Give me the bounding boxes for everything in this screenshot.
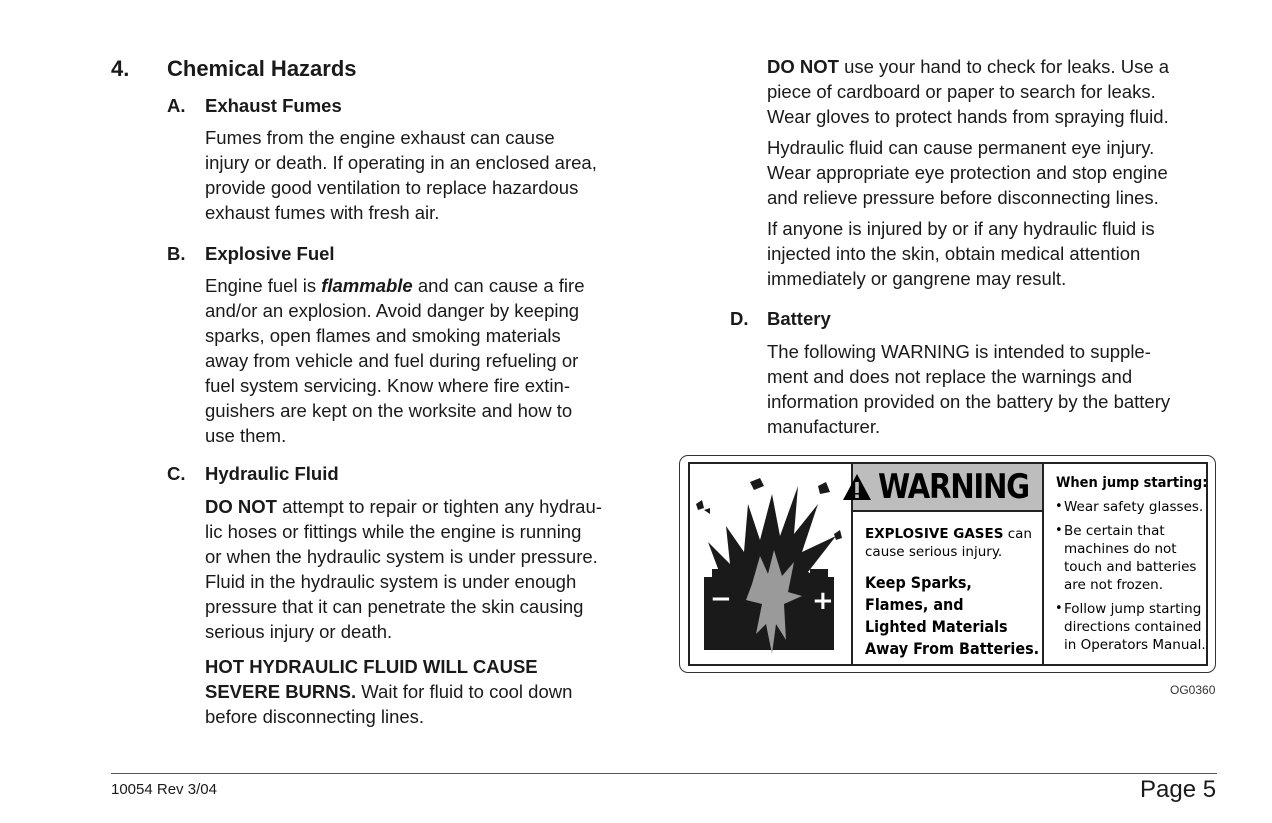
- body-line: fuel system servicing. Know where fire extin-: [205, 375, 570, 396]
- body-line: provide good ventilation to replace hazardous: [205, 177, 579, 198]
- footer-divider: [111, 773, 1217, 774]
- subsection-d-body: [767, 339, 1170, 439]
- body-line: Engine fuel is flammable and can cause a fire: [205, 275, 585, 296]
- body-line: Fumes from the engine exhaust can cause: [205, 127, 555, 148]
- explosive-gases-text: EXPLOSIVE GASES can cause serious injury.: [865, 526, 1032, 560]
- warning-banner: [853, 464, 1042, 512]
- body-line: HOT HYDRAULIC FLUID WILL CAUSE: [205, 656, 538, 677]
- emphasis-flammable: flammable: [321, 275, 413, 296]
- body-line: DO NOT attempt to repair or tighten any hydrau-: [205, 496, 602, 517]
- body-line: exhaust fumes with fresh air.: [205, 202, 440, 223]
- subsection-c-letter: C.: [167, 463, 186, 484]
- body-line: injected into the skin, obtain medical attention: [767, 243, 1141, 264]
- injection-paragraph: [767, 216, 1155, 291]
- body-line: guishers are kept on the worksite and how to: [205, 400, 573, 421]
- subsection-b-letter: B.: [167, 243, 186, 264]
- body-line: serious injury or death.: [205, 621, 393, 642]
- body-line: Wear appropriate eye protection and stop engine: [767, 162, 1168, 183]
- body-line: SEVERE BURNS. Wait for fluid to cool down: [205, 681, 573, 702]
- jump-starting-title: When jump starting:: [1056, 475, 1208, 491]
- eye-injury-paragraph: [767, 135, 1168, 210]
- section-title: Chemical Hazards: [167, 56, 357, 81]
- subsection-c-body: [205, 494, 602, 644]
- keep-sparks-away-text: Keep Sparks, Flames, and Lighted Materials Away From Batteries.: [865, 573, 1040, 658]
- body-line: information provided on the battery by the battery: [767, 391, 1171, 412]
- subsection-c-title: Hydraulic Fluid: [205, 463, 339, 484]
- subsection-d-title: Battery: [767, 308, 831, 329]
- document-revision: 10054 Rev 3/04: [111, 781, 217, 798]
- list-item: • Be certain that machines do not touch and batteries are not frozen.: [1055, 523, 1197, 593]
- battery-explosion-icon: [690, 464, 850, 664]
- body-line: before disconnecting lines.: [205, 706, 425, 727]
- body-line: Wear gloves to protect hands from spraying fluid.: [767, 106, 1169, 127]
- page-number: Page 5: [1140, 776, 1217, 803]
- subsection-c-continued: [767, 54, 1169, 129]
- section-number: 4.: [111, 56, 130, 81]
- body-line: immediately or gangrene may result.: [767, 268, 1067, 289]
- body-line: Fluid in the hydraulic system is under enough: [205, 571, 577, 592]
- body-line: and/or an explosion. Avoid danger by keeping: [205, 300, 580, 321]
- list-item: • Wear safety glasses.: [1055, 499, 1204, 515]
- body-line: use them.: [205, 425, 287, 446]
- body-line: Hydraulic fluid can cause permanent eye injury.: [767, 137, 1155, 158]
- subsection-a-body: [205, 125, 597, 225]
- body-line: injury or death. If operating in an enclosed area,: [205, 152, 597, 173]
- figure-code: OG0360: [1170, 683, 1216, 697]
- subsection-d-letter: D.: [730, 308, 749, 329]
- list-item: • Follow jump starting directions contained in Operators Manual.: [1055, 601, 1206, 653]
- body-line: ment and does not replace the warnings and: [767, 366, 1133, 387]
- warning-word: WARNING: [877, 467, 1029, 507]
- body-line: pressure that it can penetrate the skin causing: [205, 596, 584, 617]
- body-line: or when the hydraulic system is under pressure.: [205, 546, 598, 567]
- subsection-a-letter: A.: [167, 95, 186, 116]
- body-line: and relieve pressure before disconnecting lines.: [767, 187, 1159, 208]
- body-line: away from vehicle and fuel during refueling or: [205, 350, 579, 371]
- body-line: manufacturer.: [767, 416, 881, 437]
- body-line: piece of cardboard or paper to search for leaks.: [767, 81, 1156, 102]
- body-line: The following WARNING is intended to supple-: [767, 341, 1151, 362]
- minus-sign: −: [710, 584, 732, 614]
- subsection-a-title: Exhaust Fumes: [205, 95, 342, 116]
- subsection-b-title: Explosive Fuel: [205, 243, 335, 264]
- body-line: lic hoses or fittings while the engine is running: [205, 521, 582, 542]
- plus-sign: +: [812, 586, 834, 616]
- body-line: sparks, open flames and smoking materials: [205, 325, 561, 346]
- body-line: DO NOT use your hand to check for leaks. Use a: [767, 56, 1170, 77]
- subsection-c-hot-warning: [205, 654, 572, 729]
- label-divider: [1042, 462, 1044, 666]
- jump-starting-list: [1055, 498, 1206, 660]
- warning-triangle-icon: [842, 473, 872, 501]
- subsection-b-body: [205, 273, 584, 448]
- body-line: If anyone is injured by or if any hydraulic fluid is: [767, 218, 1155, 239]
